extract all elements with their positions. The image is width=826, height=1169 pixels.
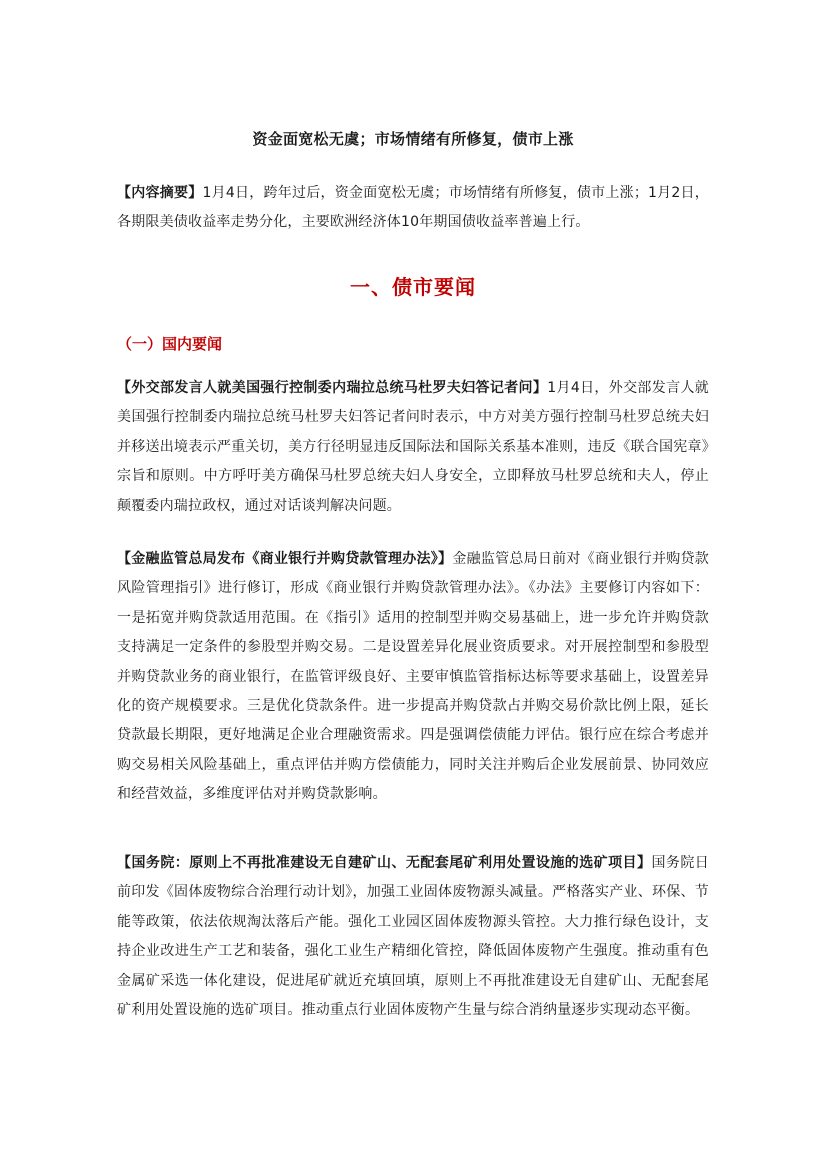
news-body: 国务院日前印发《固体废物综合治理行动计划》，加强工业固体废物源头减量。严格落实产业、环保、节能等政策，依法依规淘汰落后产能。强化工业园区固体废物源头管控。大力推行绿色设计，支持企业改进生产工艺和装备，强化工业生产精细化管控，降低固体废物产生强度。推动重有色金属矿采选一体化建设，促进尾矿就近充填回填，原则上不再批准建设无自建矿山、无配套尾矿利用处置设施的选矿项目。推动重点行业固体废物产生量与综合消纳量逐步实现动态平衡。 [117, 855, 709, 1019]
news-item [117, 545, 709, 810]
section-heading: 一、债市要闻 [350, 275, 476, 299]
news-headline: 【国务院：原则上不再批准建设无自建矿山、无配套尾矿利用处置设施的选矿项目】 [117, 855, 652, 871]
news-body: 1月4日，外交部发言人就美国强行控制委内瑞拉总统马杜罗夫妇答记者问时表示，中方对美方强行控制马杜罗总统夫妇并移送出境表示严重关切，美方行径明显违反国际法和国际关系基本准则，违反《联合国宪章》宗旨和原则。中方呼吁美方确保马杜罗总统夫妇人身安全，立即释放马杜罗总统和夫人，停止颠覆委内瑞拉政权，通过对话谈判解决问题。 [117, 380, 709, 514]
summary-label: 【内容摘要】 [117, 185, 203, 201]
document-title: 资金面宽松无虞；市场情绪有所修复，债市上涨 [252, 130, 574, 148]
news-item [117, 374, 709, 521]
summary-text: 1月4日，跨年过后，资金面宽松无虞；市场情绪有所修复，债市上涨；1月2日，各期限美债收益率走势分化，主要欧洲经济体10年期国债收益率普遍上行。 [117, 185, 710, 231]
subsection-heading: （一）国内要闻 [117, 335, 223, 353]
news-headline: 【外交部发言人就美国强行控制委内瑞拉总统马杜罗夫妇答记者问】 [117, 380, 548, 396]
summary-paragraph [117, 179, 709, 238]
news-headline: 【金融监管总局发布《商业银行并购贷款管理办法》】 [117, 551, 453, 567]
news-body: 金融监管总局日前对《商业银行并购贷款风险管理指引》进行修订，形成《商业银行并购贷款管理办法》。《办法》主要修订内容如下：一是拓宽并购贷款适用范围。在《指引》适用的控制型并购交易基础上，进一步允许并购贷款支持满足一定条件的参股型并购交易。二是设置差异化展业资质要求。对开展控制型和参股型并购贷款业务的商业银行，在监管评级良好、主要审慎监管指标达标等要求基础上，设置差异化的资产规模要求。三是优化贷款条件。进一步提高并购贷款占并购交易价款比例上限，延长贷款最长期限，更好地满足企业合理融资需求。四是强调偿债能力评估。银行应在综合考虑并购交易相关风险基础上，重点评估并购方偿债能力，同时关注并购后企业发展前景、协同效应和经营效益，多维度评估对并购贷款影响。 [117, 551, 709, 803]
news-item [117, 849, 709, 1025]
